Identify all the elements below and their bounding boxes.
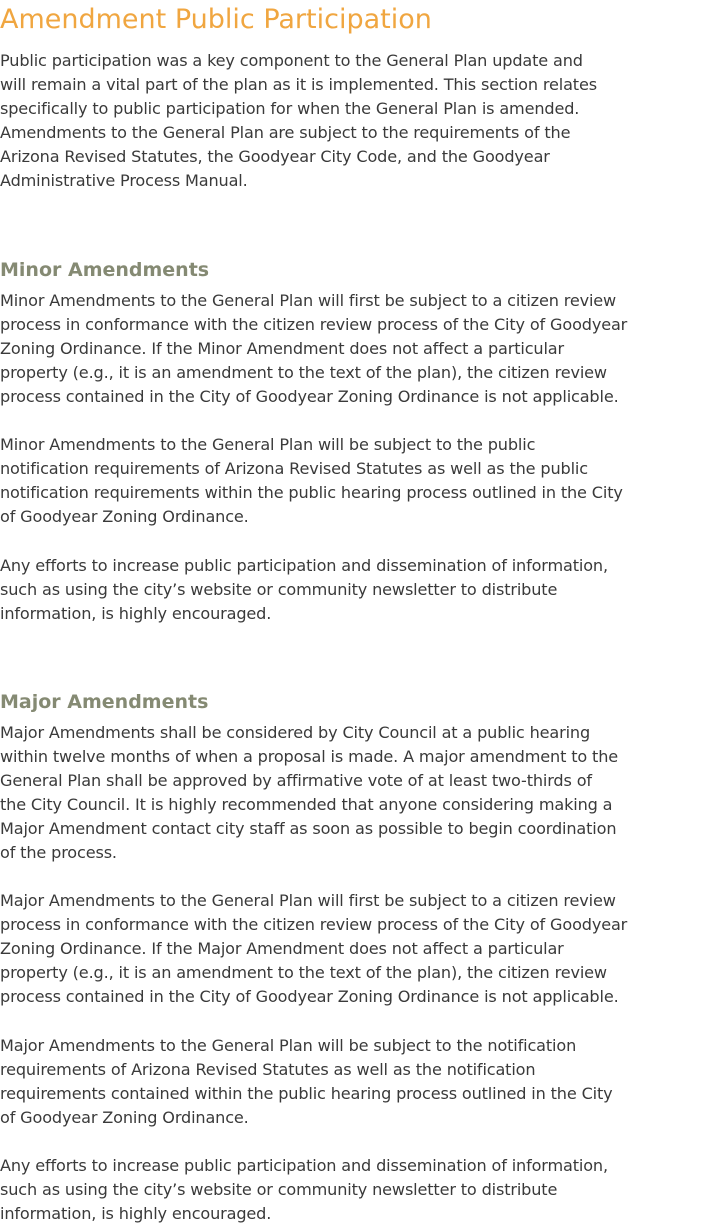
text-line: Amendments to the General Plan are subject to the requirements of the: [0, 123, 571, 143]
text-line: notification requirements of Arizona Revised Statutes as well as the public: [0, 459, 588, 479]
text-line: process contained in the City of Goodyear Zoning Ordinance is not applicable.: [0, 387, 619, 407]
text-line: notification requirements within the public hearing process outlined in the City: [0, 483, 623, 503]
text-line: property (e.g., it is an amendment to the text of the plan), the citizen review: [0, 363, 607, 383]
text-line: Arizona Revised Statutes, the Goodyear City Code, and the Goodyear: [0, 147, 550, 167]
text-line: Minor Amendments to the General Plan will be subject to the public: [0, 435, 536, 454]
section-heading-major: Major Amendments: [0, 691, 209, 713]
text-line: such as using the city’s website or community newsletter to distribute: [0, 580, 558, 600]
text-line: Administrative Process Manual.: [0, 171, 248, 191]
minor-paragraph-3: [0, 554, 710, 626]
text-line: of Goodyear Zoning Ordinance.: [0, 507, 249, 527]
text-line: process in conformance with the citizen review process of the City of Goodyear: [0, 315, 628, 335]
intro-paragraph: [0, 49, 710, 194]
text-line: specifically to public participation for when the General Plan is amended.: [0, 99, 580, 119]
text-line: Major Amendments shall be considered by City Council at a public hearing: [0, 723, 591, 742]
text-line: Major Amendments to the General Plan will first be subject to a citizen review: [0, 891, 616, 910]
minor-paragraph-2: [0, 433, 710, 529]
text-line: of Goodyear Zoning Ordinance.: [0, 1108, 249, 1128]
minor-paragraph-1: [0, 289, 710, 409]
text-line: requirements of Arizona Revised Statutes as well as the notification: [0, 1060, 536, 1080]
text-line: information, is highly encouraged.: [0, 604, 272, 624]
major-paragraph-4: [0, 1154, 710, 1226]
text-line: will remain a vital part of the plan as it is implemented. This section relates: [0, 75, 597, 95]
text-line: property (e.g., it is an amendment to the text of the plan), the citizen review: [0, 963, 607, 983]
text-line: Public participation was a key component to the General Plan update and: [0, 51, 583, 70]
major-paragraph-1: [0, 721, 710, 866]
text-line: within twelve months of when a proposal is made. A major amendment to the: [0, 747, 619, 767]
text-line: information, is highly encouraged.: [0, 1204, 272, 1224]
text-line: Major Amendments to the General Plan will be subject to the notification: [0, 1036, 577, 1055]
text-line: process in conformance with the citizen review process of the City of Goodyear: [0, 915, 628, 935]
page-title: Amendment Public Participation: [0, 4, 432, 35]
text-line: Any efforts to increase public participation and dissemination of information,: [0, 556, 608, 575]
text-line: Zoning Ordinance. If the Minor Amendment does not affect a particular: [0, 339, 564, 359]
text-line: Major Amendment contact city staff as soon as possible to begin coordination: [0, 819, 617, 839]
text-line: General Plan shall be approved by affirmative vote of at least two-thirds of: [0, 771, 592, 791]
text-line: of the process.: [0, 843, 117, 863]
section-heading-minor: Minor Amendments: [0, 259, 210, 281]
text-line: Any efforts to increase public participation and dissemination of information,: [0, 1156, 608, 1175]
text-line: Minor Amendments to the General Plan will first be subject to a citizen review: [0, 291, 617, 310]
text-line: requirements contained within the public hearing process outlined in the City: [0, 1084, 613, 1104]
text-line: Zoning Ordinance. If the Major Amendment does not affect a particular: [0, 939, 564, 959]
text-line: the City Council. It is highly recommended that anyone considering making a: [0, 795, 613, 815]
text-line: such as using the city’s website or community newsletter to distribute: [0, 1180, 558, 1200]
major-paragraph-3: [0, 1034, 710, 1130]
text-line: process contained in the City of Goodyear Zoning Ordinance is not applicable.: [0, 987, 619, 1007]
major-paragraph-2: [0, 889, 710, 1009]
